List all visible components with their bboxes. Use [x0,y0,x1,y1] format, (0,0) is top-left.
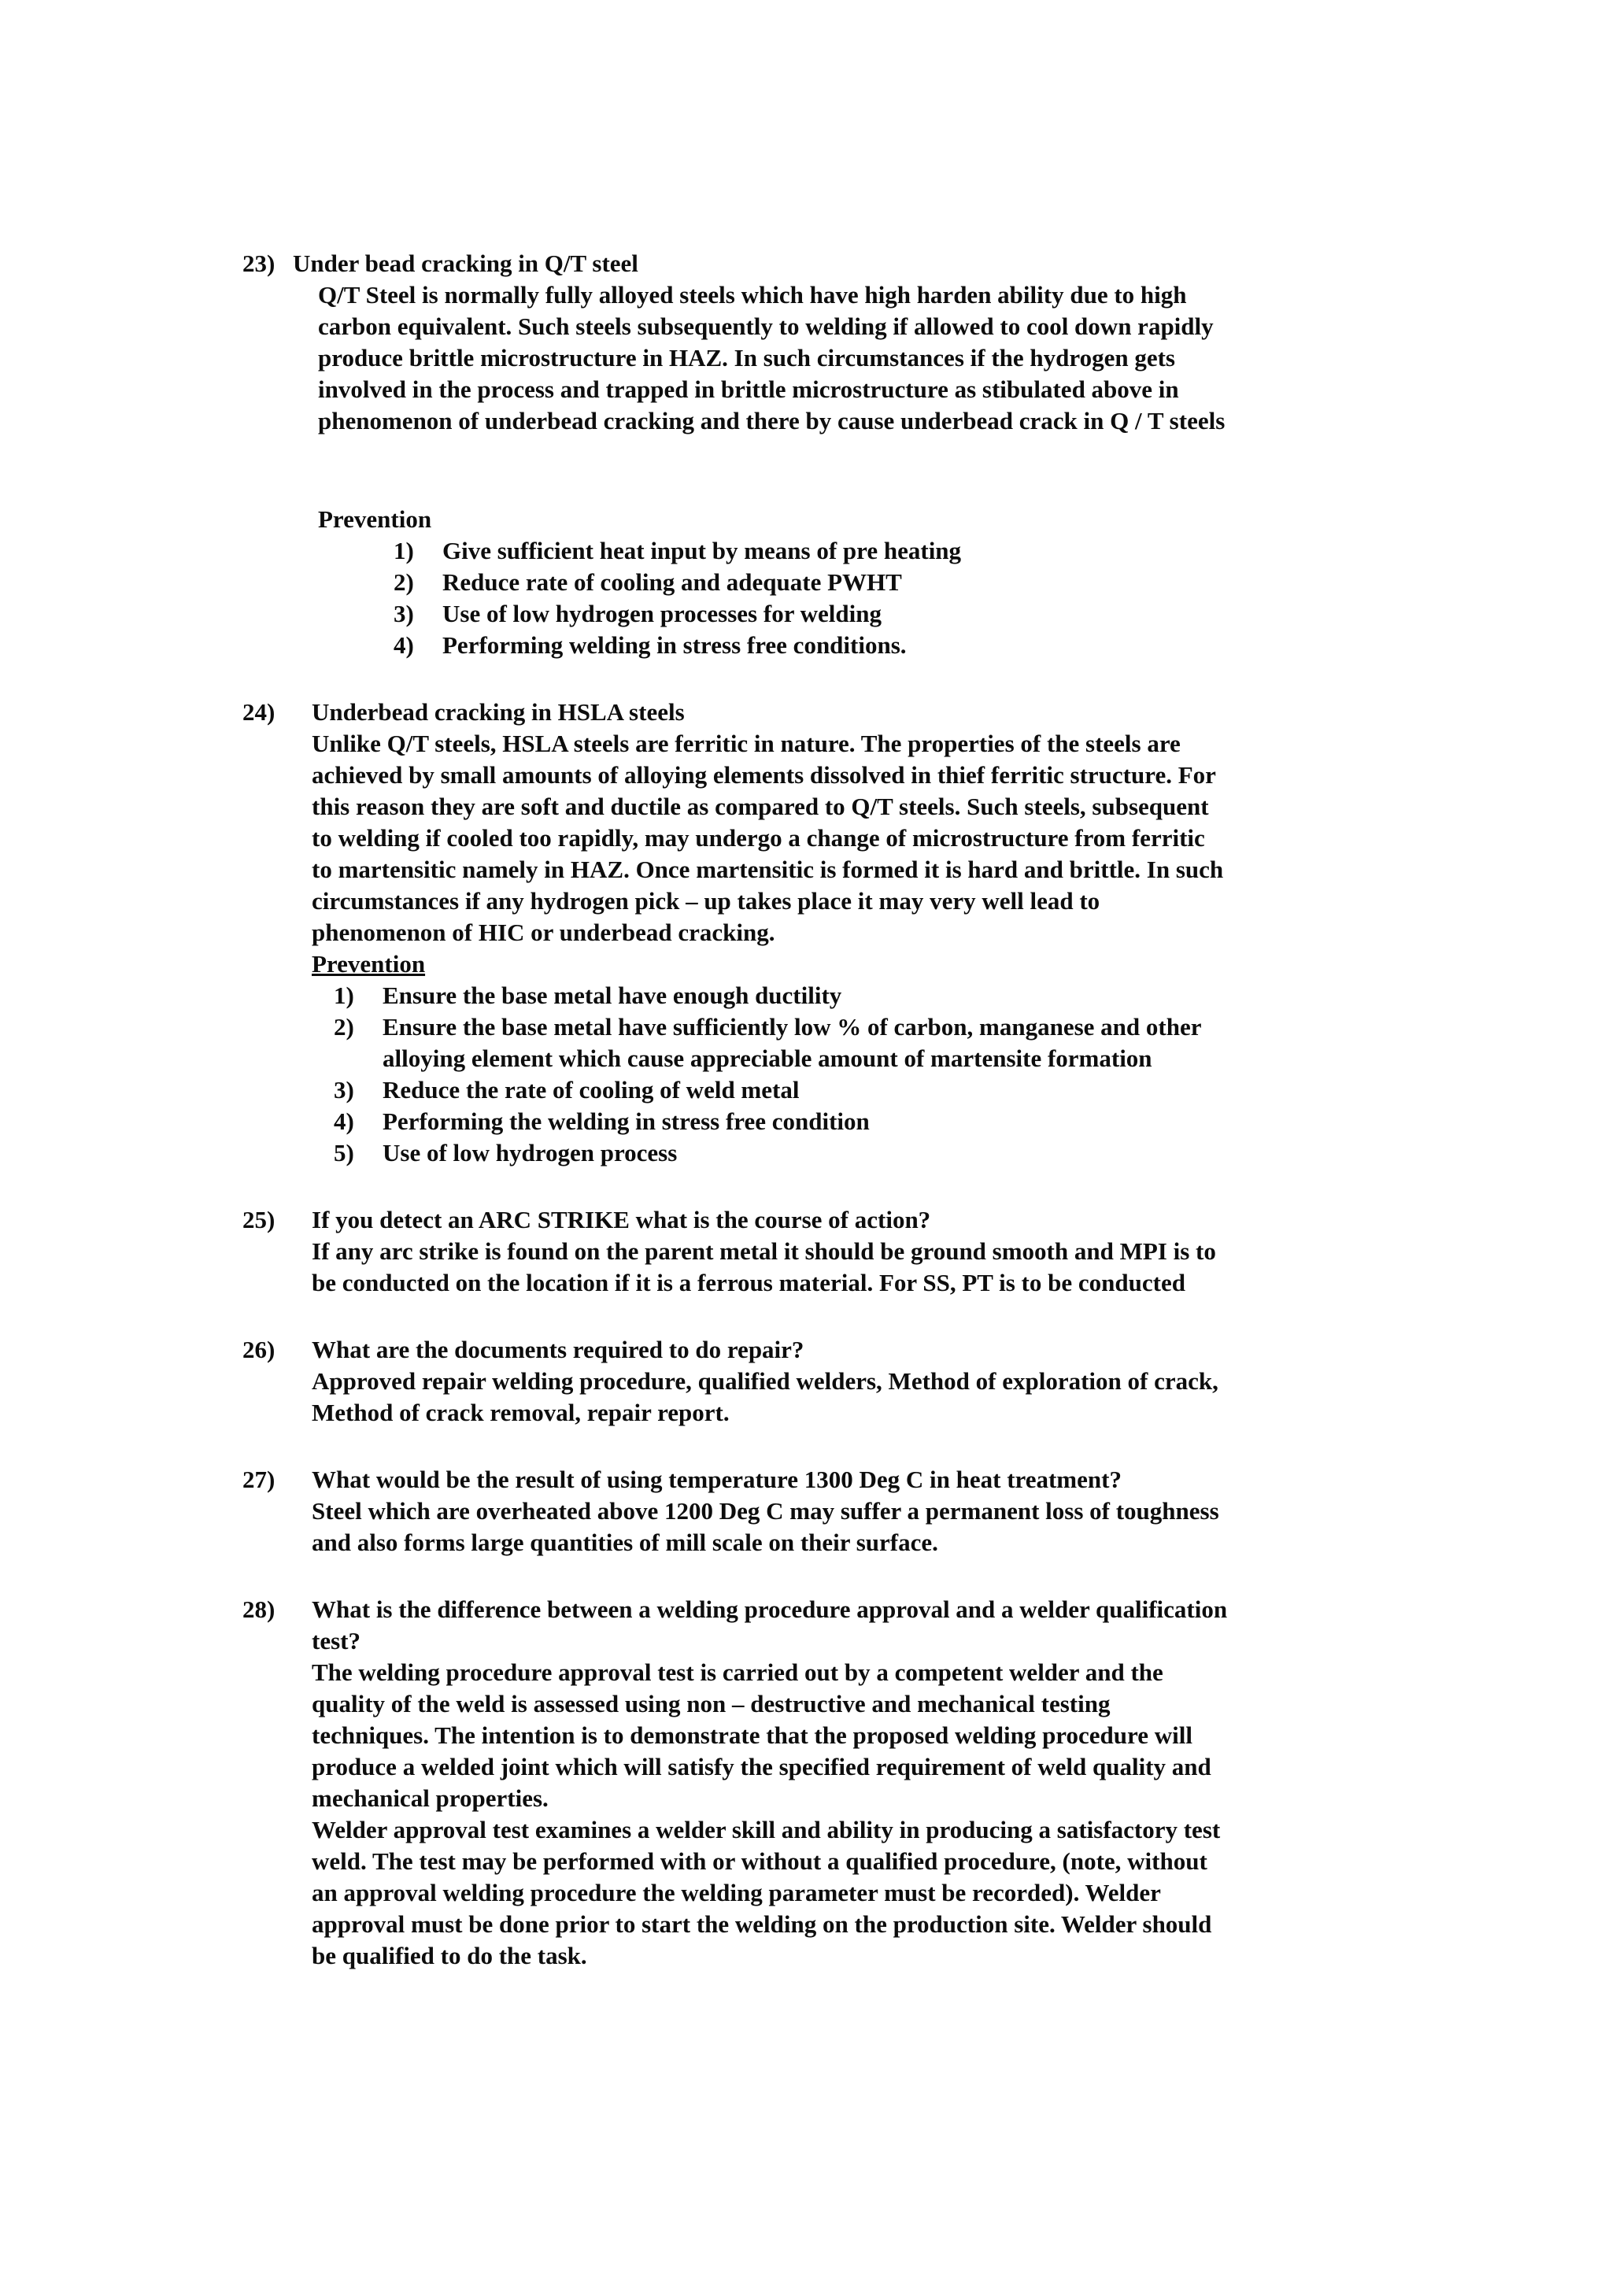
body-line: quality of the weld is assessed using non – destructive and mechanical testing [312,1690,1111,1717]
body-line: and also forms large quantities of mill scale on their surface. [312,1529,938,1556]
list-item: 4) Performing the welding in stress free condition [334,1107,870,1135]
question-title: Under bead cracking in Q/T steel [293,250,638,277]
body-line: an approval welding procedure the welding parameter must be recorded). Welder [312,1879,1161,1906]
question-number: 25) [242,1206,275,1233]
list-item: 5) Use of low hydrogen process [334,1139,678,1166]
body-line: involved in the process and trapped in brittle microstructure as stibulated above in [318,375,1179,403]
body-line: approval must be done prior to start the welding on the production site. Welder should [312,1910,1212,1938]
question-title: What would be the result of using temperature 1300 Deg C in heat treatment? [312,1466,1122,1493]
question-number: 23) [242,250,275,277]
body-line: mechanical properties. [312,1784,549,1812]
body-line: phenomenon of HIC or underbead cracking. [312,919,775,946]
list-item: 3) Reduce the rate of cooling of weld metal [334,1076,800,1104]
body-line: Approved repair welding procedure, qualified welders, Method of exploration of crack, [312,1367,1218,1395]
body-line: Q/T Steel is normally fully alloyed steels which have high harden ability due to high [318,281,1187,309]
list-item-continuation: alloying element which cause appreciable amount of martensite formation [383,1044,1152,1072]
question-title: Underbead cracking in HSLA steels [312,698,685,726]
list-item: 1) Give sufficient heat input by means of pre heating [394,537,962,564]
body-line: Method of crack removal, repair report. [312,1399,730,1426]
body-line: Unlike Q/T steels, HSLA steels are ferritic in nature. The properties of the steels are [312,730,1181,757]
question-number: 26) [242,1336,275,1363]
body-line: Welder approval test examines a welder skill and ability in producing a satisfactory test [312,1816,1221,1843]
question-title: What is the difference between a welding procedure approval and a welder qualification [312,1595,1228,1623]
list-item: 2) Reduce rate of cooling and adequate PWHT [394,568,902,596]
question-title: If you detect an ARC STRIKE what is the course of action? [312,1206,931,1233]
question-number: 24) [242,698,275,726]
list-item: 1) Ensure the base metal have enough ductility [334,982,842,1009]
body-line: If any arc strike is found on the parent metal it should be ground smooth and MPI is to [312,1237,1216,1265]
body-line: produce brittle microstructure in HAZ. In such circumstances if the hydrogen gets [318,344,1175,372]
body-line: weld. The test may be performed with or without a qualified procedure, (note, without [312,1847,1207,1875]
body-line: this reason they are soft and ductile as compared to Q/T steels. Such steels, subsequent [312,793,1209,820]
body-line: Steel which are overheated above 1200 Deg C may suffer a permanent loss of toughness [312,1497,1219,1525]
body-line: circumstances if any hydrogen pick – up takes place it may very well lead to [312,887,1100,915]
body-line: to martensitic namely in HAZ. Once martensitic is formed it is hard and brittle. In such [312,856,1224,883]
body-line: produce a welded joint which will satisfy the specified requirement of weld quality and [312,1753,1211,1780]
body-line: carbon equivalent. Such steels subsequently to welding if allowed to cool down rapidly [318,312,1214,340]
body-line: phenomenon of underbead cracking and there by cause underbead crack in Q / T steels [318,407,1226,434]
question-title: What are the documents required to do repair? [312,1336,804,1363]
prevention-heading: Prevention [318,505,432,533]
body-line: techniques. The intention is to demonstrate that the proposed welding procedure will [312,1721,1192,1749]
body-line: be qualified to do the task. [312,1942,587,1969]
question-title-continuation: test? [312,1627,360,1655]
list-item: 3) Use of low hydrogen processes for welding [394,600,882,627]
question-number: 27) [242,1466,275,1493]
list-item: 2) Ensure the base metal have sufficiently low % of carbon, manganese and other [334,1013,1202,1041]
list-item: 4) Performing welding in stress free conditions. [394,631,907,659]
body-line: be conducted on the location if it is a ferrous material. For SS, PT is to be conducted [312,1269,1185,1296]
question-number: 28) [242,1595,275,1623]
body-line: The welding procedure approval test is carried out by a competent welder and the [312,1658,1163,1686]
body-line: achieved by small amounts of alloying elements dissolved in thief ferritic structure. For [312,761,1216,789]
prevention-heading: Prevention [312,950,426,978]
body-line: to welding if cooled too rapidly, may undergo a change of microstructure from ferritic [312,824,1205,852]
